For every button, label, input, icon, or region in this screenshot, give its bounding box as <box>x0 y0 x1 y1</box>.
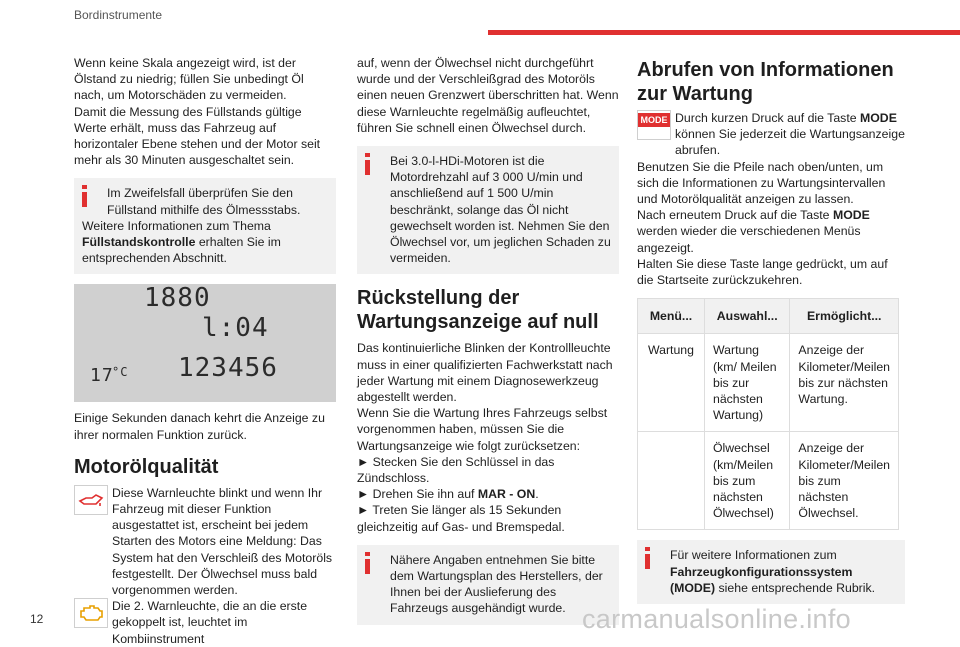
info-icon <box>645 547 650 569</box>
info-text: Im Zweifelsfall überprüfen Sie den Füllstand mithilfe des Ölmessstabs. <box>107 186 301 217</box>
info-box <box>357 545 619 625</box>
mode-button-icon: MODE <box>637 110 671 140</box>
table-cell: Anzeige der Kilometer/Meilen bis zum nächsten Ölwechsel. <box>790 432 899 530</box>
paragraph: Halten Sie diese Taste lange gedrückt, um auf die Startseite zurückzukehren. <box>637 256 888 288</box>
step: ► Drehen Sie ihn auf MAR - ON. <box>357 487 539 502</box>
table-cell: Anzeige der Kilometer/Meilen bis zur nächsten Wartung. <box>790 334 899 432</box>
step: ► Treten Sie länger als 15 Sekunden gleichzeitig auf Gas- und Bremspedal. <box>357 503 565 534</box>
paragraph: auf, wenn der Ölwechsel nicht durchgeführt wurde und der Verschleißgrad des Motoröls einen neuen Grenzwert überschritten hat. Wenn diese Warnleuchte regelmäßig aufleuchtet, führen Sie schnell einen Ölwechsel durch. <box>357 56 619 135</box>
table-cell: Wartung (km/ Meilen bis zur nächsten Wartung) <box>704 334 789 432</box>
table-cell <box>638 432 705 530</box>
info-text: Bei 3.0-l-HDi-Motoren ist die Motordrehzahl auf 3 000 U/min und anschließend auf 1 500 U/min beschränkt, solange das Öl nicht gewechselt worden ist. Nehmen Sie den Ölwechsel vor, um jeglichen Schaden zu vermeiden. <box>390 154 611 266</box>
info-text: Nähere Angaben entnehmen Sie bitte dem Wartungsplan des Herstellers, der Ihnen bei der Auslieferung des Fahrzeugs ausgehändigt wurde. <box>390 552 603 616</box>
paragraph: Diese Warnleuchte blinkt und wenn Ihr Fahrzeug mit dieser Funktion ausgestattet ist, erscheint bei jedem Starten des Motors eine Meldung: Das System hat den Verschleiß des Motoröls festgestellt. Der Ölwechsel muss bald vorgenommen werden. <box>112 485 333 598</box>
table-cell: Ölwechsel (km/Meilen bis zum nächsten Ölwechsel) <box>704 432 789 530</box>
info-icon <box>365 552 370 574</box>
table-row <box>638 432 899 530</box>
info-icon <box>365 153 370 175</box>
paragraph: Damit die Messung des Füllstands gültige Werte erhält, muss das Fahrzeug auf horizontaler Ebene stehen und der Motor seit mehr als 30 Minuten ausgeschaltet sein. <box>74 104 321 168</box>
section-heading: Motorölqualität <box>74 455 219 478</box>
paragraph: Durch kurzen Druck auf die Taste MODE können Sie jederzeit die Wartungsanzeige abrufen. <box>675 111 905 158</box>
table-row <box>638 334 899 432</box>
warning-light-row <box>74 485 336 598</box>
column-middle <box>357 55 619 625</box>
section-heading: Rückstellung der Wartungsanzeige auf null <box>357 287 599 334</box>
paragraph: Nach erneutem Druck auf die Taste MODE werden wieder die verschiedenen Menüs angezeigt. <box>637 208 870 255</box>
paragraph: Das kontinuierliche Blinken der Kontrollleuchte muss in einer qualifizierten Fachwerkstatt nach jeder Wartung mit einem Diagnosewerkzeug abgestellt werden. <box>357 341 613 405</box>
table-header: Auswahl... <box>704 299 789 334</box>
oil-warning-icon <box>74 485 108 515</box>
info-box <box>357 146 619 274</box>
paragraph: Wenn keine Skala angezeigt wird, ist der Ölstand zu niedrig; füllen Sie unbedingt Öl nach, um Motorschäden zu vermeiden. <box>74 56 304 103</box>
page-number: 12 <box>30 612 44 626</box>
paragraph: Wenn Sie die Wartung Ihres Fahrzeugs selbst vorgenommen haben, müssen Sie die Wartungsanzeige wie folgt zurücksetzen: <box>357 406 608 453</box>
lcd-temperature-unit: °C <box>112 365 129 380</box>
lcd-top-value: 1880 <box>144 283 211 314</box>
column-left <box>74 55 336 647</box>
header-accent-bar <box>488 30 960 35</box>
info-text: Füllstandskontrolle erhalten Sie im entsprechenden Abschnitt. <box>82 235 281 266</box>
mode-row <box>637 110 905 159</box>
header-title: Bordinstrumente <box>74 8 163 22</box>
lcd-time: l:04 <box>202 313 269 344</box>
maintenance-table <box>637 298 899 530</box>
lcd-odometer: 123456 <box>178 353 278 384</box>
watermark: carmanualsonline.info <box>582 604 851 634</box>
table-cell: Wartung <box>638 334 705 432</box>
paragraph: Benutzen Sie die Pfeile nach oben/unten, um sich die Informationen zu Wartungsintervallen und Motorölqualität anzeigen zu lassen. <box>637 159 886 207</box>
column-right <box>637 58 905 604</box>
lcd-temperature: 17 <box>90 365 114 387</box>
info-text: Für weitere Informationen zum Fahrzeugkonfigurationssystem (MODE) siehe entsprechende Rubrik. <box>670 548 876 595</box>
instrument-display-image <box>74 284 336 402</box>
table-header: Ermöglicht... <box>790 299 899 334</box>
info-box <box>637 540 905 604</box>
engine-warning-icon <box>74 598 108 628</box>
info-box <box>74 178 336 274</box>
table-header: Menü... <box>638 299 705 334</box>
paragraph: Einige Sekunden danach kehrt die Anzeige zu ihrer normalen Funktion zurück. <box>74 411 325 442</box>
info-text: Weitere Informationen zum Thema <box>82 218 271 233</box>
step: ► Stecken Sie den Schlüssel in das Zündschloss. <box>357 454 555 486</box>
paragraph: Die 2. Warnleuchte, die an die erste gekoppelt ist, leuchtet im Kombiinstrument <box>112 599 308 646</box>
section-heading: Abrufen von Informationen zur Wartung <box>637 59 894 105</box>
info-icon <box>82 185 87 207</box>
table-header-row <box>638 299 899 334</box>
